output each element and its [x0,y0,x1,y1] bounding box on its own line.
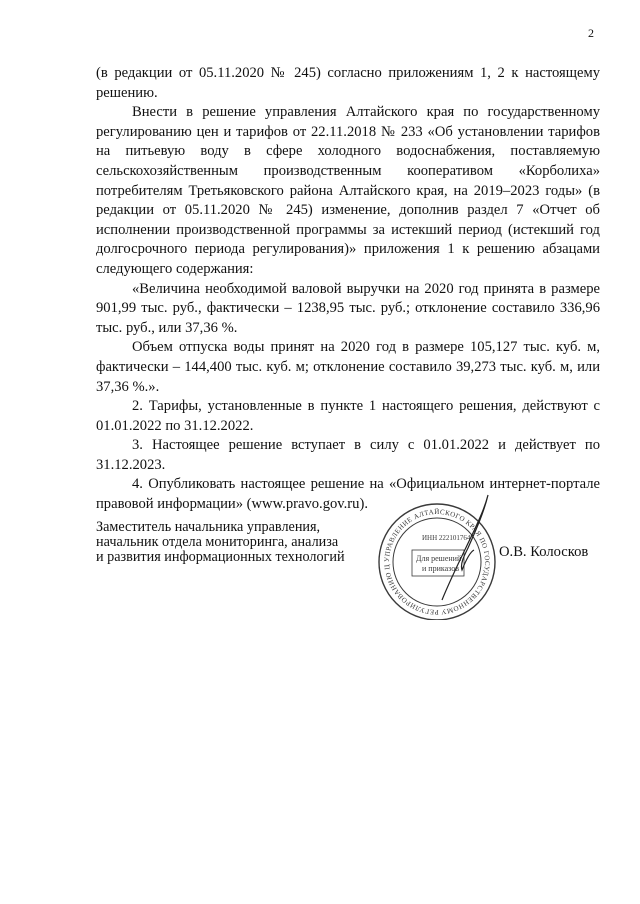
stamp-ring-text: УПРАВЛЕНИЕ АЛТАЙСКОГО КРАЯ ПО ГОСУДАРСТВЕННОМУ РЕГУЛИРОВАНИЮ Ц [382,507,492,617]
paragraph-revenue: «Величина необходимой валовой выручки на 2020 год принята в размере 901,99 тыс. руб., фактически – 1238,95 тыс. руб.; отклонение составило 336,96 тыс. руб., или 37,36 %. [96,280,600,336]
position-line: начальник отдела мониторинга, анализа [96,533,339,550]
paragraph-tariffs: 2. Тарифы, установленные в пункте 1 настоящего решения, действуют с 01.01.2022 по 31.12.2022. [96,398,600,434]
paragraph-amendment: Внести в решение управления Алтайского края по государственному регулированию цен и тарифов от 22.11.2018 № 233 «Об установлении тарифов на питьевую воду в сфере холодного водоснабжения, поставляемую сельскохозяйственным производственным кооперативом «Корболиха» потребителям Третьяковского района Алтайского края, на 2019–2023 годы» (в редакции от 05.11.2020 № 245) изменение, дополнив раздел 7 «Отчет об исполнении производственной программы за истекший период (истекший год долгосрочного периода регулирования)» приложения 1 к решению абзацами следующего содержания: [96,104,600,277]
stamp-seal-icon [372,490,502,620]
signatory-name: О.В. Колосков [499,544,589,560]
document-body [96,64,600,515]
stamp-center-line-2: и приказов [422,564,460,573]
paragraph-publish: 4. Опубликовать настоящее решение на «Официальном интернет-портале правовой информации» (www.pravo.gov.ru). [96,476,600,513]
position-line: и развития информационных технологий [96,548,345,565]
signatory-position [96,520,345,564]
paragraph-continuation: (в редакции от 05.11.2020 № 245) согласно приложениям 1, 2 к настоящему решению. [96,65,600,101]
paragraph-water-volume: Объем отпуска воды принят на 2020 год в размере 105,127 тыс. куб. м, фактически – 144,400 тыс. куб. м; отклонение составило 39,273 тыс. куб. м, или 37,36 %.». [96,339,600,395]
stamp-center-line-1: Для решений [416,554,462,563]
page-number: 2 [588,26,594,40]
position-line: Заместитель начальника управления, [96,519,321,535]
official-stamp [372,490,502,625]
paragraph-effective-date: 3. Настоящее решение вступает в силу с 01.01.2022 и действует по 31.12.2023. [96,437,600,473]
stamp-inn: ИНН 2221017647 [422,534,474,542]
